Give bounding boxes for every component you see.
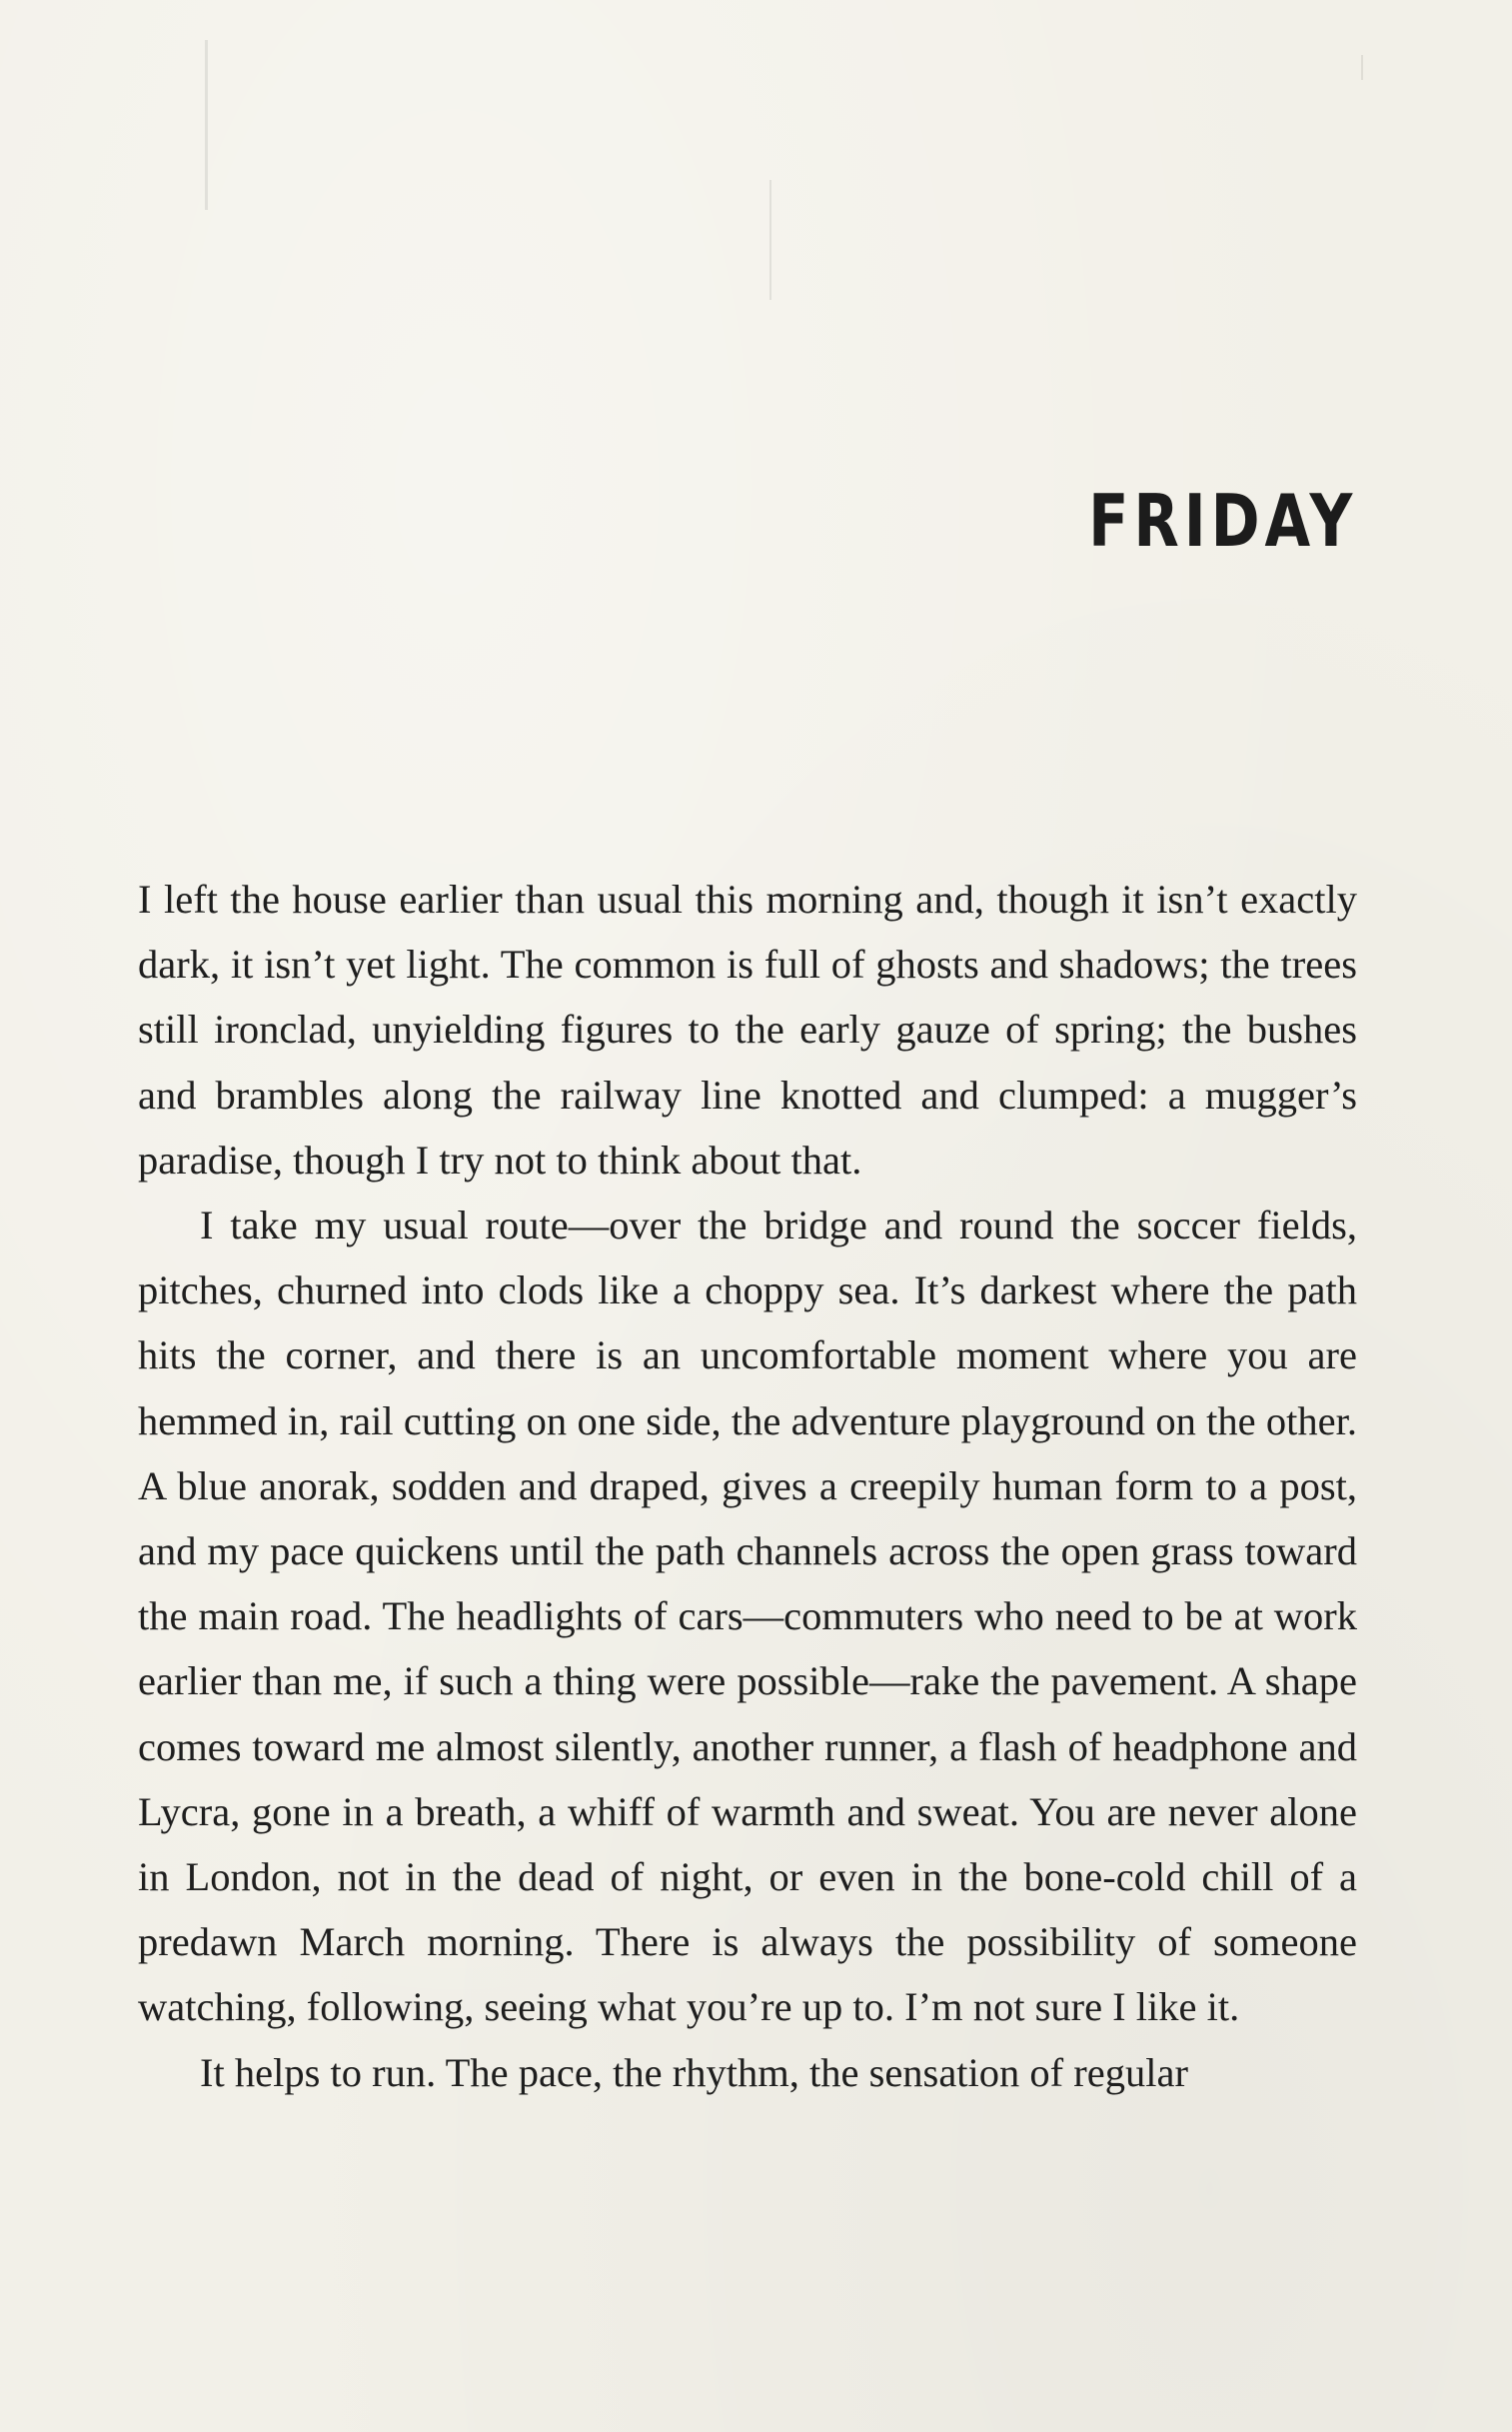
paper-speck bbox=[769, 180, 771, 300]
paper-speck bbox=[205, 40, 208, 210]
paragraph: It helps to run. The pace, the rhythm, the sensation of regular bbox=[200, 2049, 1188, 2095]
paragraph: I take my usual route—over the bridge and round the soccer fields, pitches, churned into clods like a choppy sea. It’s darkest where the path hits the corner, and there is an uncomfortable moment where you are hemmed in, rail cutting on one side, the adventure playground on the other. A blue anorak, sodden and draped, gives a creepily human form to a post, and my pace quickens until the path channels across the open grass toward the main road. The headlights of cars—commuters who need to be at work earlier than me, if such a thing were possible—rake the pavement. A shape comes toward me almost silently, another runner, a flash of headphone and Lycra, gone in a breath, a whiff of warmth and sweat. You are never alone in London, not in the dead of night, or even in the bone-cold chill of a predawn March morning. There is always the possibility of someone watching, following, seeing what you’re up to. I’m not sure I like it. bbox=[138, 1203, 1357, 2030]
paper-speck bbox=[1361, 55, 1363, 80]
chapter-body bbox=[138, 867, 1357, 2105]
paragraph: I left the house earlier than usual this morning and, though it isn’t exactly dark, it isn’t yet light. The common is full of ghosts and shadows; the trees still ironclad, unyielding figures to the early gauze of spring; the bushes and brambles along the railway line knotted and clumped: a mugger’s paradise, though I try not to think about that. bbox=[138, 877, 1357, 1183]
chapter-title: FRIDAY bbox=[1087, 479, 1357, 563]
